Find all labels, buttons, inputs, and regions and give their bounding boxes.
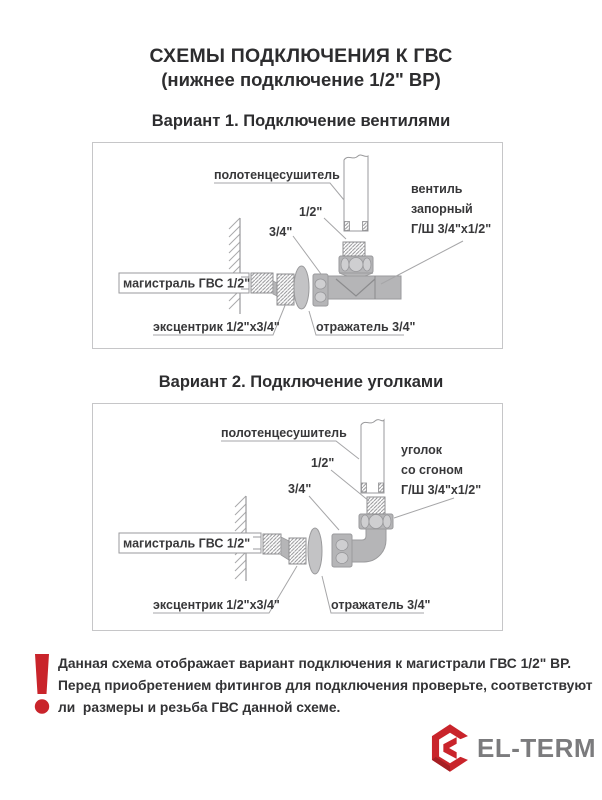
eccentric-fitting xyxy=(277,274,294,305)
escutcheon-plate xyxy=(308,528,322,574)
label-escutcheon: отражатель 3/4" xyxy=(316,320,416,334)
brand-name: EL-TERM xyxy=(477,732,597,763)
diagram1-box xyxy=(92,142,503,349)
label-valve-1: вентиль xyxy=(411,182,463,196)
page-title-line2: (нижнее подключение 1/2" ВР) xyxy=(161,69,441,90)
diagram2-drawing xyxy=(93,404,502,630)
label-eccentric: эксцентрик 1/2"x3/4" xyxy=(153,320,280,334)
pipe-thread xyxy=(263,534,281,554)
label-valve-2: запорный xyxy=(411,202,473,216)
variant1-title: Вариант 1. Подключение вентилями xyxy=(151,112,451,130)
eccentric-neck xyxy=(281,537,289,560)
label-three-quarter: 3/4" xyxy=(269,225,293,239)
label-elbow-1: уголок xyxy=(401,443,442,457)
eccentric-neck xyxy=(273,281,277,296)
label-half-inch: 1/2" xyxy=(311,456,335,470)
label-escutcheon: отражатель 3/4" xyxy=(331,598,431,612)
shutoff-valve xyxy=(313,242,401,306)
label-elbow-2: со сгоном xyxy=(401,463,463,477)
diagram2-box xyxy=(92,403,503,631)
wall xyxy=(229,218,240,314)
elbow-fitting xyxy=(332,497,393,567)
towel-rail-pipe xyxy=(361,420,384,493)
label-valve-3: Г/Ш 3/4"x1/2" xyxy=(411,222,492,236)
warning-text xyxy=(58,653,593,719)
label-eccentric: эксцентрик 1/2"x3/4" xyxy=(153,598,280,612)
label-elbow-3: Г/Ш 3/4"x1/2" xyxy=(401,483,482,497)
pipe-thread xyxy=(251,273,273,293)
label-towel-rail: полотенцесушитель xyxy=(214,168,340,182)
warning-line2: Перед приобретением фитингов для подключения проверьте, соответствуют xyxy=(58,678,593,693)
warning-line3: ли размеры и резьба ГВС данной схеме. xyxy=(58,700,341,715)
label-half-inch: 1/2" xyxy=(299,205,323,219)
label-supply-main: магистраль ГВС 1/2" xyxy=(123,276,251,291)
label-three-quarter: 3/4" xyxy=(288,482,312,496)
diagram1-drawing xyxy=(93,143,502,348)
el-term-logo-icon xyxy=(431,723,469,773)
page-title xyxy=(0,44,602,92)
towel-rail-pipe xyxy=(344,155,368,231)
exclamation-icon xyxy=(33,653,51,715)
label-supply-main: магистраль ГВС 1/2" xyxy=(123,536,251,551)
warning-note xyxy=(33,653,593,719)
label-towel-rail: полотенцесушитель xyxy=(221,426,347,440)
warning-line1: Данная схема отображает вариант подключения к магистрали ГВС 1/2" ВР. xyxy=(58,656,572,671)
variant2-title: Вариант 2. Подключение уголками xyxy=(158,373,444,391)
brand-logo xyxy=(431,723,596,773)
page-title-line1: СХЕМЫ ПОДКЛЮЧЕНИЯ К ГВС xyxy=(149,45,453,67)
eccentric-fitting xyxy=(289,538,306,564)
escutcheon-plate xyxy=(294,266,309,309)
